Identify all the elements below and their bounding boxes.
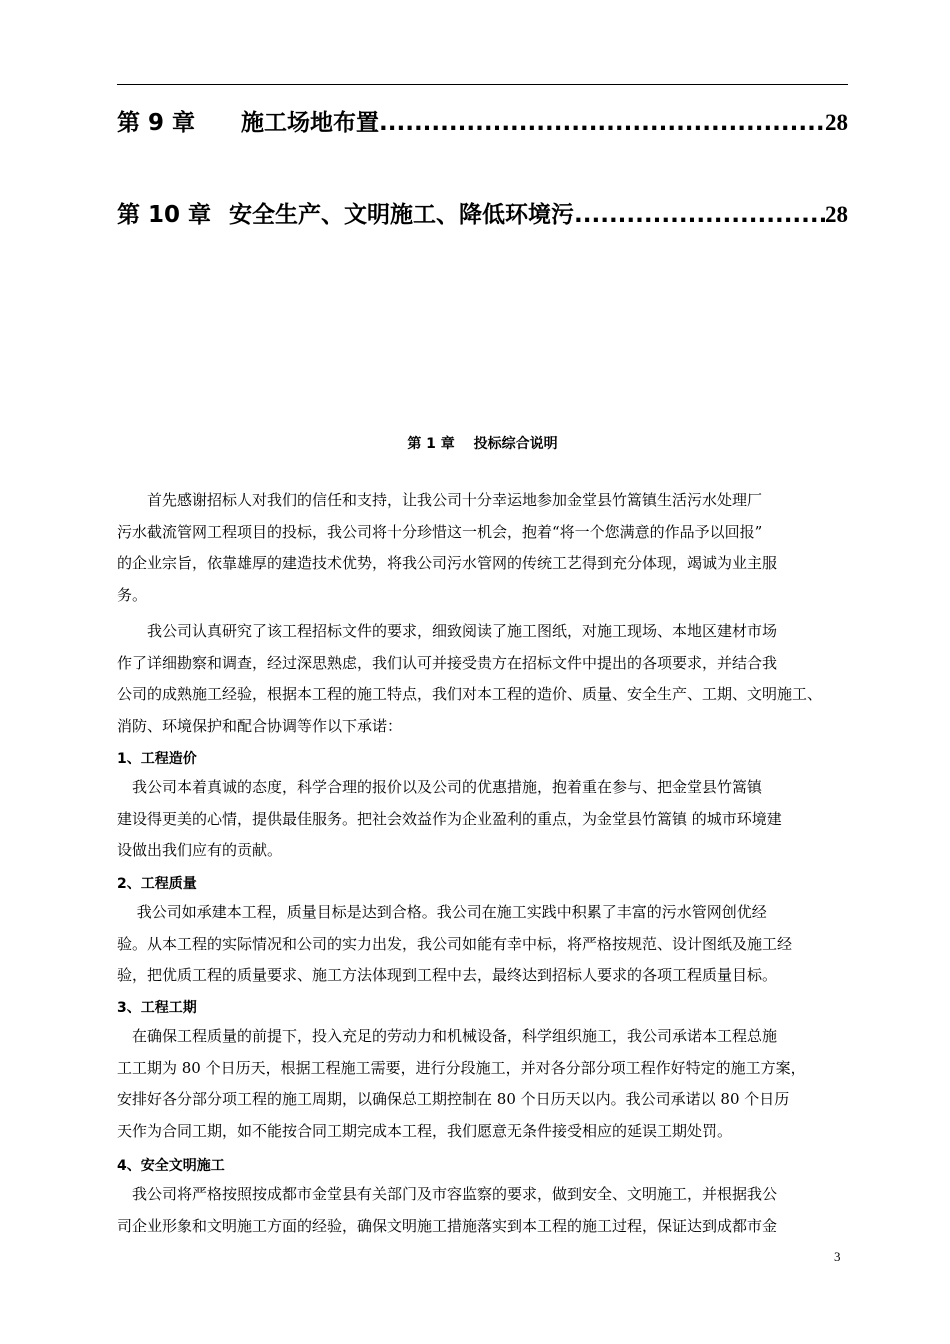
toc-chapter-number: 第 9 章 [117,110,196,136]
item-heading-safety: 4、安全文明施工 [117,1158,225,1174]
text-line: 我公司如承建本工程，质量目标是达到合格。我公司在施工实践中积累了丰富的污水管网创优经 [117,903,767,921]
toc-chapter-title: 施工场地布置 [241,110,379,136]
toc-leader-dots [379,110,825,136]
item-paragraph-safety [117,1179,852,1242]
text-line: 司企业形象和文明施工方面的经验，确保文明施工措施落实到本工程的施工过程，保证达到成都市金 [117,1216,778,1235]
text-line: 我公司认真研究了该工程招标文件的要求，细致阅读了施工图纸，对施工现场、本地区建材市场 [117,622,778,640]
text-line: 工工期为 80 个日历天，根据工程施工需要，进行分段施工，并对各分部分项工程作好特定的施工方案， [117,1058,806,1077]
toc-page-number: 28 [825,202,848,227]
toc-chapter-title: 安全生产、文明施工、降低环境污 [229,202,574,228]
text-line: 作了详细勘察和调查，经过深思熟虑，我们认可并接受贵方在招标文件中提出的各项要求，并结合我 [117,653,778,672]
item-heading-schedule: 3、工程工期 [117,1000,197,1016]
intro-paragraph-2 [117,616,852,742]
text-line: 务。 [117,585,148,604]
text-line: 的企业宗旨，依靠雄厚的建造技术优势，将我公司污水管网的传统工艺得到充分体现，竭诚为业主服 [117,554,778,572]
toc-chapter-number: 第 10 章 [117,202,212,228]
toc-entry-chapter-10[interactable] [117,196,848,236]
text-line: 安排好各分部分项工程的施工周期，以确保总工期控制在 80 个日历天以内。我公司承诺以 80 个日历 [117,1090,790,1108]
text-line: 天作为合同工期，如不能按合同工期完成本工程，我们愿意无条件接受相应的延误工期处罚。 [117,1121,733,1140]
text-line: 设做出我们应有的贡献。 [117,841,283,859]
header-rule [117,84,848,85]
item-paragraph-schedule [117,1021,852,1147]
text-line: 公司的成熟施工经验，根据本工程的施工特点，我们对本工程的造价、质量、安全生产、工期、文明施工、 [117,685,823,703]
chapter-1-heading: 第 1 章 投标综合说明 [407,436,558,452]
text-line: 我公司将严格按照按成都市金堂县有关部门及市容监察的要求，做到安全、文明施工，并根据我公 [117,1185,778,1203]
item-paragraph-cost [117,772,852,867]
item-heading-quality: 2、工程质量 [117,876,197,892]
toc-page-number: 28 [825,110,848,135]
text-line: 消防、环境保护和配合协调等作以下承诺： [117,716,403,735]
text-line: 验，把优质工程的质量要求、施工方法体现到工程中去，最终达到招标人要求的各项工程质量目标。 [117,966,778,984]
text-line: 首先感谢招标人对我们的信任和支持，让我公司十分幸运地参加金堂县竹篙镇生活污水处理厂 [117,491,763,509]
intro-paragraph-1 [117,485,852,611]
text-line: 我公司本着真诚的态度，科学合理的报价以及公司的优惠措施，抱着重在参与、把金堂县竹篙镇 [117,778,763,796]
text-line: 在确保工程质量的前提下，投入充足的劳动力和机械设备，科学组织施工，我公司承诺本工程总施 [117,1027,778,1045]
text-line: 建设得更美的心情，提供最佳服务。把社会效益作为企业盈利的重点，为金堂县竹篙镇 的城市环境建 [117,809,782,828]
item-heading-cost: 1、工程造价 [117,751,197,767]
text-line: 验。从本工程的实际情况和公司的实力出发，我公司如能有幸中标，将严格按规范、设计图纸及施工经 [117,934,793,953]
item-paragraph-quality [117,897,852,992]
toc-leader-dots [574,202,825,228]
toc-entry-chapter-9[interactable] [117,104,848,144]
page-number: 3 [834,1249,841,1264]
text-line: 污水截流管网工程项目的投标，我公司将十分珍惜这一机会，抱着“将一个您满意的作品予以回报” [117,522,763,541]
